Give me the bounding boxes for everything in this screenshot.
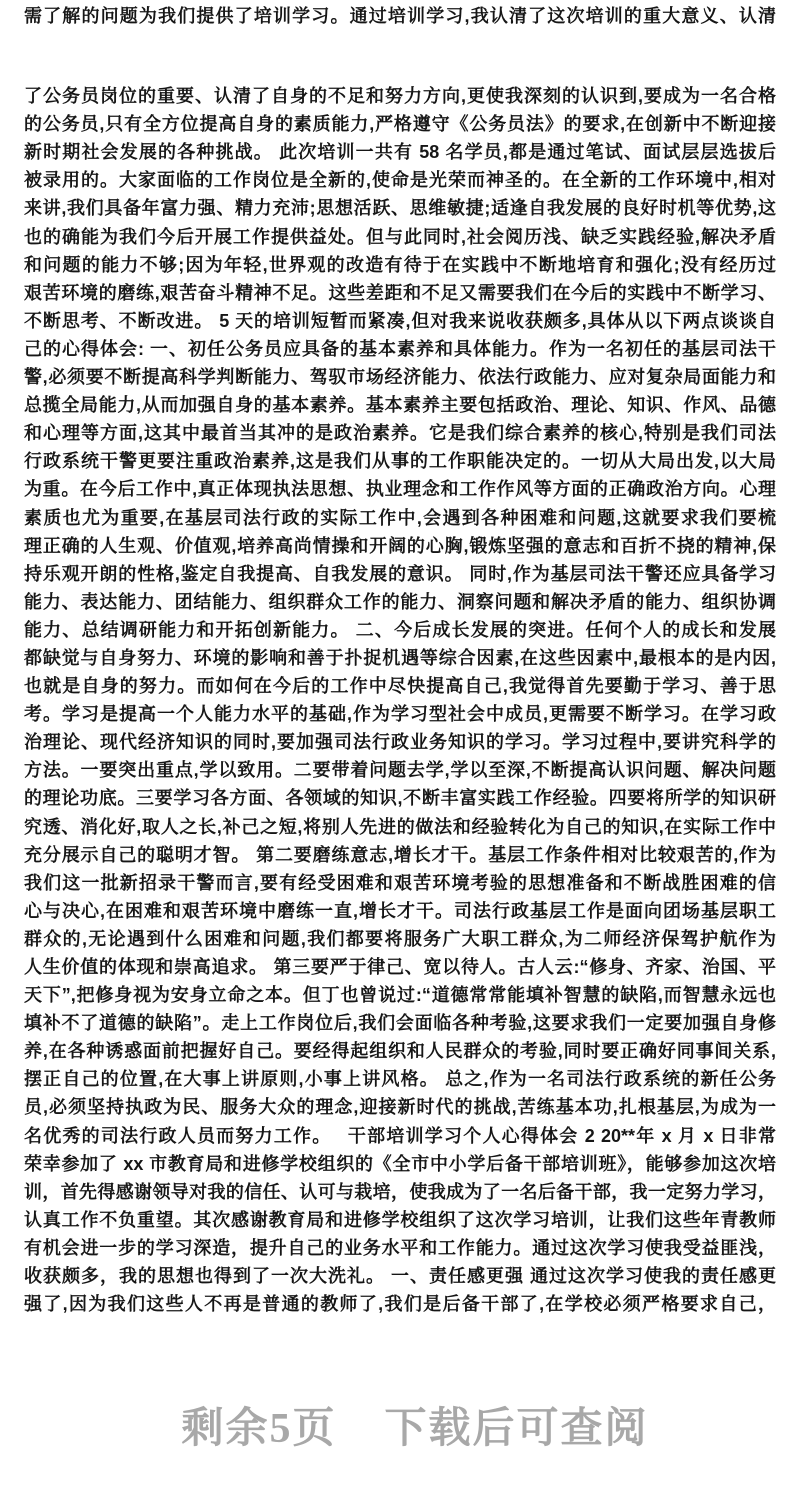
document-text-line: 认真工作不负重望。其次感谢教育局和进修学校组织了这次学习培训，让我们这些年青教师 (24, 1209, 776, 1230)
document-text-line: 的理论功底。三要学习各方面、各领域的知识,不断丰富实践工作经验。四要将所学的知识研 (24, 788, 776, 809)
document-text-line: 群众的,无论遇到什么困难和问题,我们都要将服务广大职工群众,为二师经济保驾护航作为 (24, 928, 776, 949)
document-text-line: 和心理等方面,这其中最首当其冲的是政治素养。它是我们综合素养的核心,特别是我们司法 (24, 423, 776, 444)
document-text-line: 都缺觉与自身努力、环境的影响和善于扑捉机遇等综合因素,在这些因素中,最根本的是内因, (24, 647, 776, 668)
document-text-line: 的公务员,只有全方位提高自身的素质能力,严格遵守《公务员法》的要求,在创新中不断迎接 (24, 114, 776, 135)
document-text-line: 己的心得体会: 一、初任公务员应具备的基本素养和具体能力。作为一名初任的基层司法干 (24, 338, 776, 359)
remaining-pages-text: 剩余5页 (181, 1406, 337, 1453)
document-text-line: 荣幸参加了 xx 市教育局和进修学校组织的《全市中小学后备干部培训班》，能够参加这次培 (24, 1153, 776, 1174)
document-text-line: 究透、消化好,取人之长,补己之短,将别人先进的做法和经验转化为自己的知识,在实际工作中 (24, 816, 776, 837)
document-text-line: 能力、总结调研能力和开拓创新能力。 二、今后成长发展的突进。任何个人的成长和发展 (24, 619, 776, 640)
document-text-line: 也就是自身的努力。而如何在今后的工作中尽快提高自己,我觉得首先要勤于学习、善于思 (24, 676, 776, 697)
document-text-line: 不断思考、不断改进。 5 天的培训短暂而紧凑,但对我来说收获颇多,具体从以下两点谈谈自 (24, 310, 776, 331)
download-hint-text: 下载后可查阅 (384, 1406, 649, 1453)
document-text-line: 新时期社会发展的各种挑战。 此次培训一共有 58 名学员,都是通过笔试、面试层层选拔后 (24, 142, 776, 163)
document-text-line: 能力、表达能力、团结能力、组织群众工作的能力、洞察问题和解决矛盾的能力、组织协调 (24, 591, 776, 612)
document-text-line: 填补不了道德的缺陷”。走上工作岗位后,我们会面临各种考验,这要求我们一定要加强自身修 (24, 1013, 776, 1034)
document-text-line: 为重。在今后工作中,真正体现执法思想、执业理念和工作作风等方面的正确政治方向。心理 (24, 479, 776, 500)
document-text-line: 员,必须坚持执政为民、服务大众的理念,迎接新时代的挑战,苦练基本功,扎根基层,为成为一 (24, 1097, 776, 1118)
document-text-line: 素质也尤为重要,在基层司法行政的实际工作中,会遇到各种困难和问题,这就要求我们要梳 (24, 507, 776, 528)
page-break-gap (24, 30, 776, 82)
document-text-line: 养,在各种诱惑面前把握好自己。要经得起组织和人民群众的考验,同时要正确好同事间关系, (24, 1041, 776, 1062)
document-text-line: 天下”,把修身视为安身立命之本。但丁也曾说过:“道德常常能填补智慧的缺陷,而智慧永远也 (24, 985, 776, 1006)
document-text-line: 训，首先得感谢领导对我的信任、认可与栽培，使我成为了一名后备干部，我一定努力学习， (24, 1181, 776, 1202)
document-text-line: 有机会进一步的学习深造，提升自己的业务水平和工作能力。通过这次学习使我受益匪浅， (24, 1237, 776, 1258)
document-text-line: 人生价值的体现和崇高追求。 第三要严于律己、宽以待人。古人云:“修身、齐家、治国、平 (24, 957, 776, 977)
document-text-line: 充分展示自己的聪明才智。 第二要磨练意志,增长才干。基层工作条件相对比较艰苦的,作为 (24, 844, 776, 865)
document-text-line: 方法。一要突出重点,学以致用。二要带着问题去学,学以至深,不断提高认识问题、解决问题 (24, 760, 776, 781)
document-text-line: 名优秀的司法行政人员而努力工作。 干部培训学习个人心得体会 2 20**年 x 月 x 日非常 (24, 1125, 776, 1146)
document-text-line: 持乐观开朗的性格,鉴定自我提高、自我发展的意识。 同时,作为基层司法干警还应具备学习 (24, 563, 776, 584)
document-text-line: 需了解的问题为我们提供了培训学习。通过培训学习,我认清了这次培训的重大意义、认清 (24, 6, 776, 26)
document-text-line: 考。学习是提高一个人能力水平的基础,作为学习型社会中成员,更需要不断学习。在学习政 (24, 704, 776, 725)
document-text-line: 我们这一批新招录干警而言,要有经受困难和艰苦环境考验的思想准备和不断战胜困难的信 (24, 872, 776, 893)
document-text-line: 警,必须要不断提高科学判断能力、驾驭市场经济能力、依法行政能力、应对复杂局面能力和 (24, 367, 776, 388)
document-text-line: 被录用的。大家面临的工作岗位是全新的,使命是光荣而神圣的。在全新的工作环境中,相对 (24, 170, 776, 191)
document-text-line: 心与决心,在困难和艰苦环境中磨练一直,增长才干。司法行政基层工作是面向团场基层职工 (24, 900, 776, 921)
document-text-line: 收获颇多，我的思想也得到了一次大洗礼。 一、责任感更强 通过这次学习使我的责任感更 (24, 1266, 776, 1287)
document-text-line: 强了,因为我们这些人不再是普通的教师了,我们是后备干部了,在学校必须严格要求自己， (24, 1294, 776, 1315)
document-body (24, 82, 776, 1318)
document-text-line: 治理论、现代经济知识的同时,要加强司法行政业务知识的学习。学习过程中,要讲究科学的 (24, 732, 776, 753)
document-text-line: 理正确的人生观、价值观,培养高尚情操和开阔的心胸,锻炼坚强的意志和百折不挠的精神,保 (24, 535, 776, 556)
document-text-line: 和问题的能力不够;因为年轻,世界观的改造有待于在实践中不断地培育和强化;没有经历过 (24, 254, 776, 275)
document-text-line: 总揽全局能力,从而加强自身的基本素养。基本素养主要包括政治、理论、知识、作风、品德 (24, 395, 776, 416)
document-text-line: 了公务员岗位的重要、认清了自身的不足和努力方向,更使我深刻的认识到,要成为一名合格 (24, 86, 776, 107)
document-text-line: 艰苦环境的磨练,艰苦奋斗精神不足。这些差距和不足又需要我们在今后的实践中不断学习、 (24, 282, 776, 303)
document-text-line: 来讲,我们具备年富力强、精力充沛;思想活跃、思维敏捷;适逢自我发展的良好时机等优势,这 (24, 198, 776, 219)
document-text-line: 摆正自己的位置,在大事上讲原则,小事上讲风格。 总之,作为一名司法行政系统的新任公务 (24, 1069, 776, 1090)
remaining-pages-notice (24, 1406, 776, 1452)
document-text-line: 行政系统干警更要注重政治素养,这是我们从事的工作职能决定的。一切从大局出发,以大局 (24, 451, 776, 472)
document-text-line: 也的确能为我们今后开展工作提供益处。但与此同时,社会阅历浅、缺乏实践经验,解决矛盾 (24, 226, 776, 247)
